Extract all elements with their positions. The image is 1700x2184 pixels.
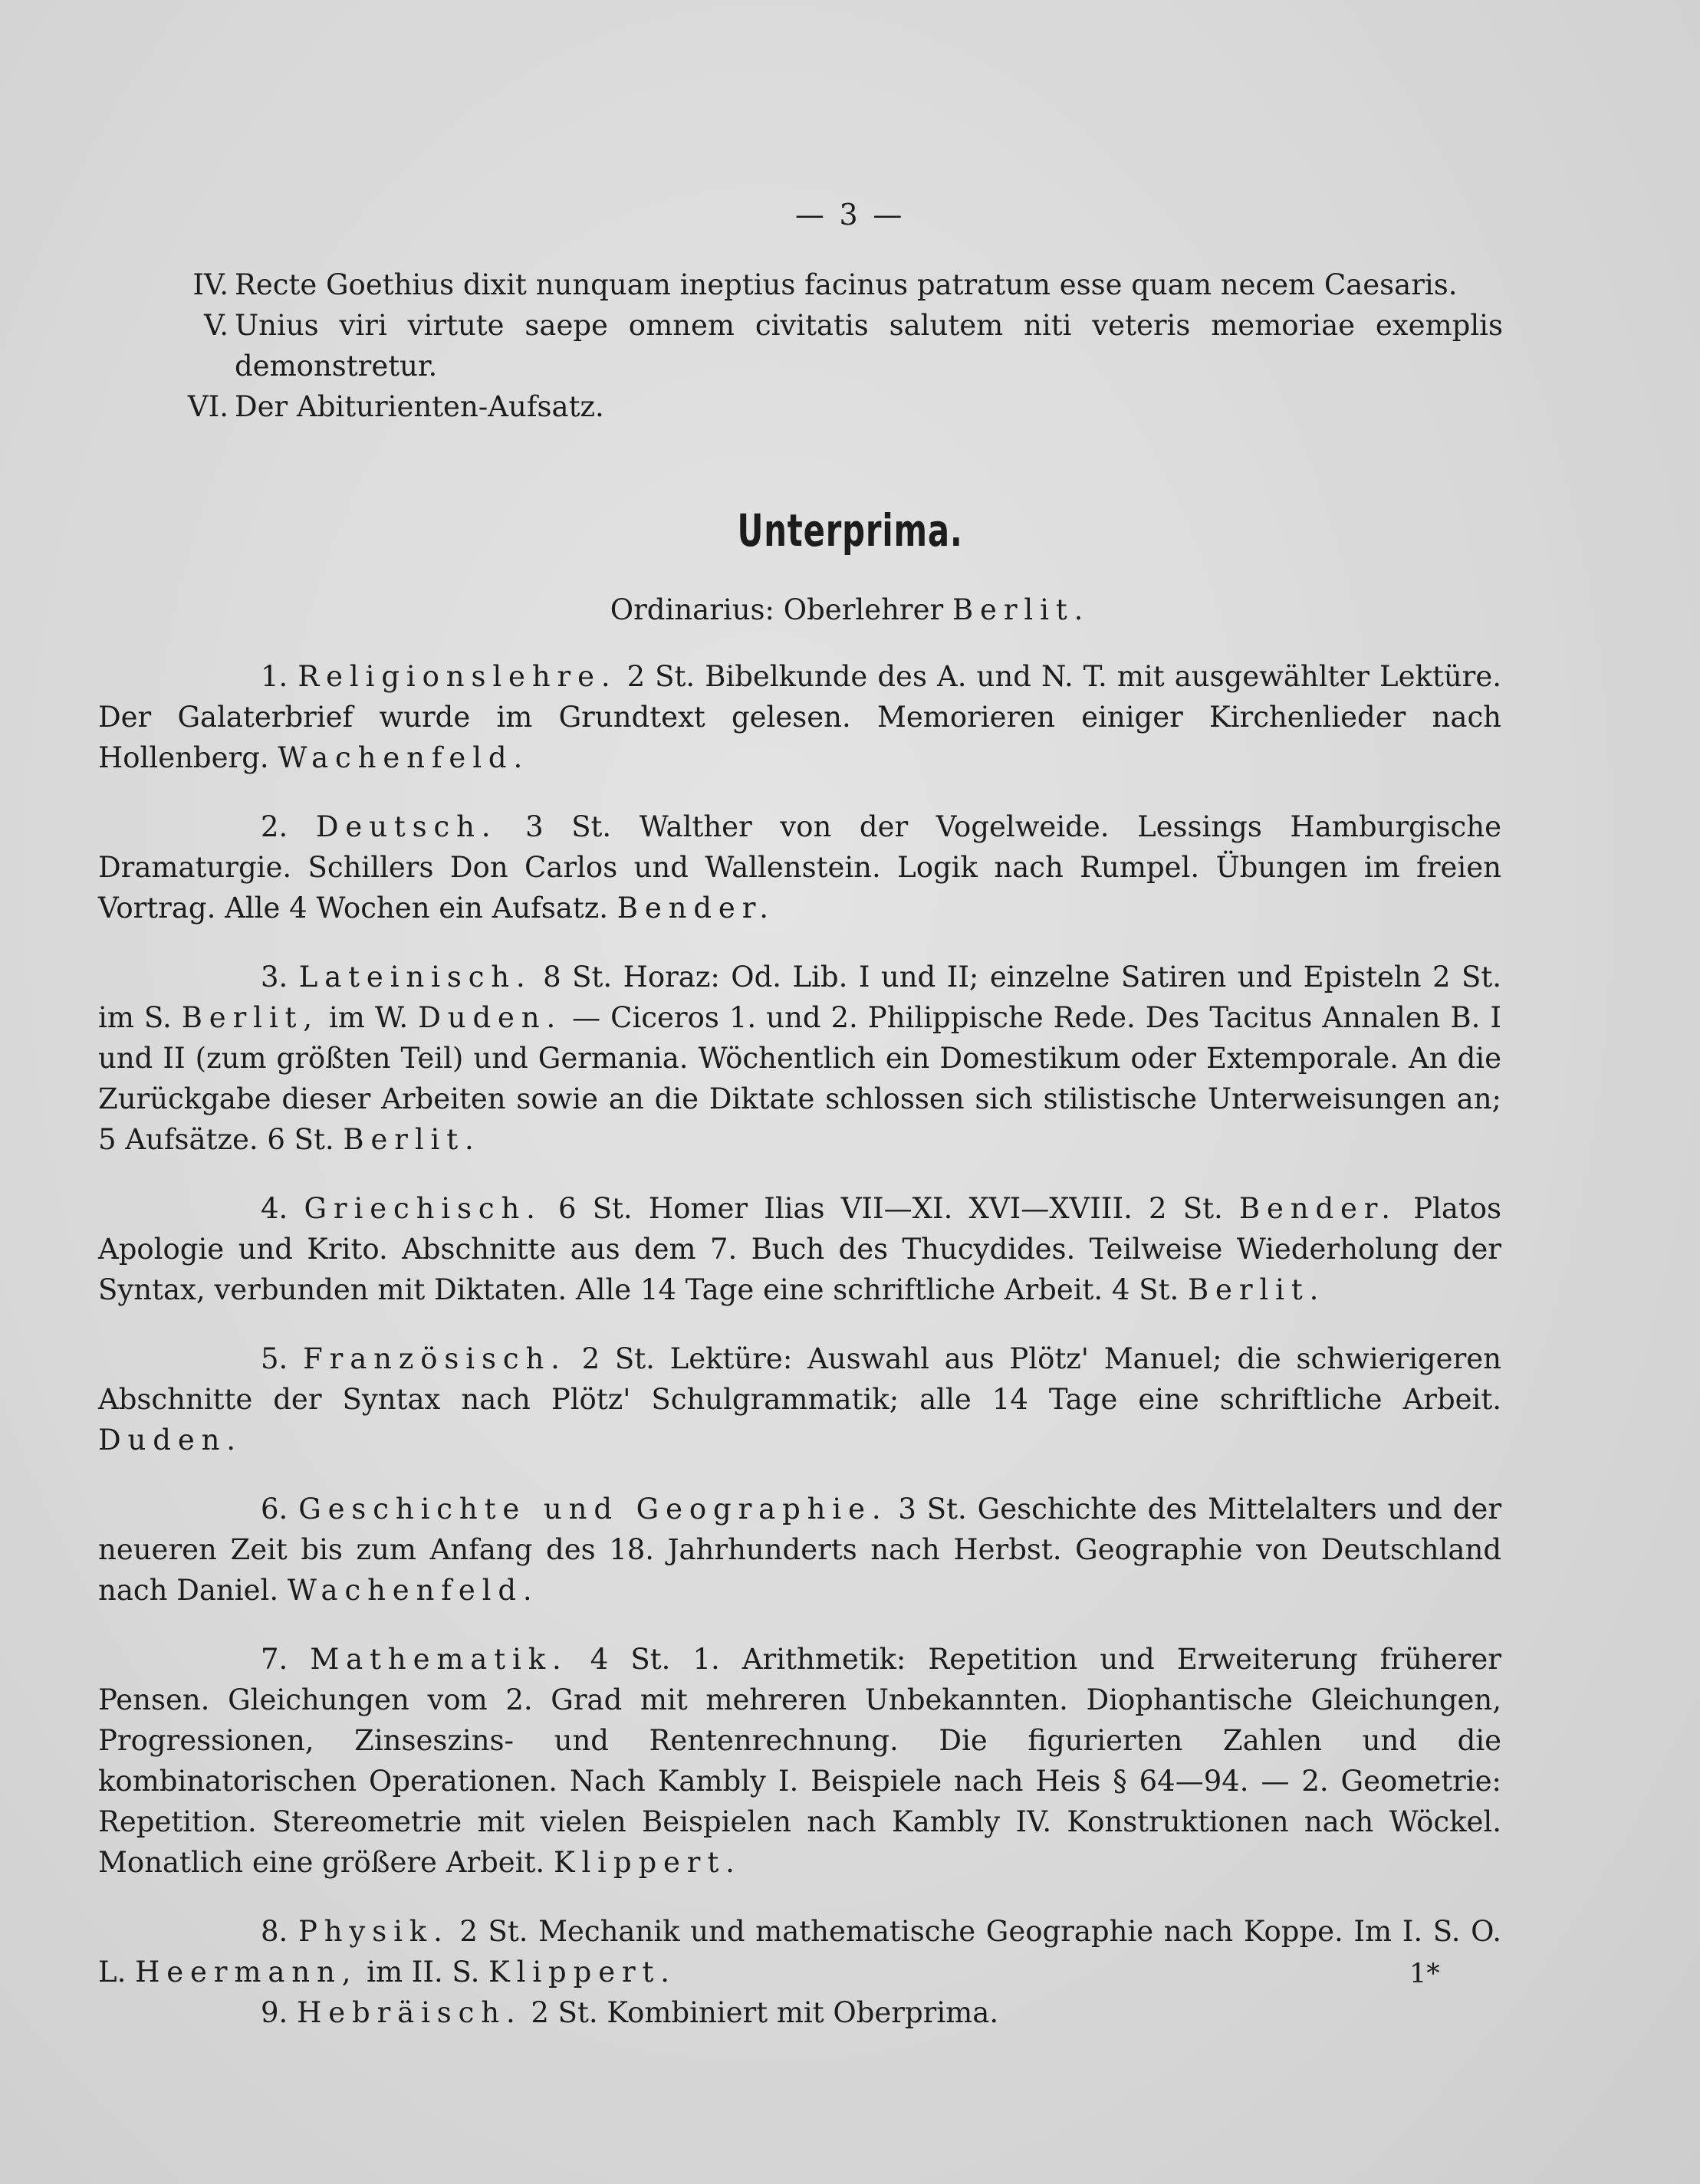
teacher-name: Bender.	[617, 892, 775, 925]
subject-list	[98, 656, 1501, 2050]
subject-text: 4 St. 1. Arithmetik: Repetition und Erweiterung früherer Pensen. Gleichungen vom 2. Grad mit mehreren Unbekannten. Diophantische Gleichungen, Progressionen, Zinseszins- und Rentenrechnung. Die figurierten Zahlen und die kombinatorischen Operationen. Nach Kambly I. Beispiele nach Heis § 64—94. — 2. Geometrie: Repetition. Stereometrie mit vielen Beispielen nach Kambly IV. Konstruktionen nach Wöckel. Monatlich eine größere Arbeit.	[98, 1643, 1501, 1879]
subject-number: 1.	[261, 660, 288, 693]
page-number: — 3 —	[794, 198, 906, 232]
ordinarius-line	[0, 593, 1700, 626]
subject-text: 2 St. Mechanik und mathematische Geographie nach Koppe. Im I. S. O. L.	[98, 1915, 1502, 1989]
subject-number: 7.	[261, 1643, 288, 1676]
teacher-name: Duden.	[418, 1001, 563, 1034]
subject-number: 6.	[261, 1493, 288, 1526]
essay-themes-list	[161, 264, 1503, 427]
subject-paragraph	[98, 656, 1501, 778]
subject-number: 3.	[261, 961, 288, 993]
subject-name: Mathematik.	[310, 1643, 568, 1676]
subject-text: im II. S.	[367, 1956, 480, 1989]
ordinarius-label: Ordinarius: Oberlehrer	[610, 593, 944, 626]
subject-paragraph	[98, 806, 1501, 928]
subject-number: 4.	[261, 1192, 288, 1225]
list-item-number: V.	[203, 309, 229, 342]
subject-name: Deutsch.	[315, 810, 498, 843]
subject-name: Physik.	[298, 1915, 449, 1948]
subject-number: 2.	[261, 810, 288, 843]
teacher-name: Bender.	[1238, 1192, 1397, 1225]
subject-paragraph	[98, 1489, 1501, 1611]
teacher-name: Berlit,	[181, 1001, 319, 1034]
subject-name: Hebräisch.	[297, 1996, 522, 2029]
subject-text: Platos Apologie und Krito. Abschnitte aus dem 7. Buch des Thucydides. Teilweise Wiederholung der Syntax, verbunden mit Diktaten. Alle 14 Tage eine schriftliche Arbeit. 4 St.	[98, 1192, 1502, 1306]
subject-name: Lateinisch.	[298, 961, 532, 993]
teacher-name: Berlit.	[1187, 1273, 1326, 1306]
teacher-name: Duden.	[98, 1424, 242, 1457]
subject-number: 8.	[261, 1915, 288, 1948]
subject-text: — Ciceros 1. und 2. Philippische Rede. Des Tacitus Annalen B. I und II (zum größten Teil) und Germania. Wöchentlich ein Domestikum oder Extemporale. An die Zurückgabe dieser Arbeiten sowie an die Diktate schlossen sich stilistische Unterweisungen an; 5 Aufsätze. 6 St.	[98, 1001, 1501, 1156]
subject-paragraph	[98, 1338, 1501, 1460]
list-item-text: Der Abiturienten-Aufsatz.	[235, 390, 604, 423]
list-item	[161, 386, 1503, 427]
teacher-name: Heermann,	[135, 1956, 358, 1989]
teacher-name: Klippert.	[488, 1956, 676, 1989]
subject-paragraph	[98, 1639, 1501, 1883]
list-item-number: VI.	[187, 390, 229, 423]
subject-text: im W.	[328, 1001, 409, 1034]
signature-mark: 1*	[1409, 1959, 1440, 1989]
subject-paragraph	[98, 1911, 1501, 1992]
teacher-name: Klippert.	[553, 1846, 741, 1879]
list-item	[161, 264, 1503, 305]
subject-number: 5.	[261, 1342, 288, 1375]
subject-paragraph	[98, 1188, 1501, 1310]
subject-name: Französisch.	[303, 1342, 567, 1375]
subject-text: 2 St. Bibelkunde des A. und N. T. mit ausgewählter Lektüre. Der Galaterbrief wurde im Grundtext gelesen. Memorieren einiger Kirchenlieder nach Hollenberg.	[98, 660, 1501, 774]
subject-text: 6 St. Homer Ilias VII—XI. XVI—XVIII. 2 St.	[558, 1192, 1223, 1225]
list-item-number: IV.	[192, 268, 229, 301]
section-title: Unterprima.	[737, 504, 963, 557]
subject-text: 2 St. Lektüre: Auswahl aus Plötz' Manuel; die schwierigeren Abschnitte der Syntax nach Plötz' Schulgrammatik; alle 14 Tage eine schriftliche Arbeit.	[98, 1342, 1501, 1416]
subject-text: 8 St. Horaz: Od. Lib. I und II; einzelne Satiren und Episteln 2 St. im S.	[98, 961, 1501, 1034]
subject-name: Griechisch.	[304, 1192, 542, 1225]
teacher-name: Berlit.	[343, 1123, 481, 1156]
ordinarius-name: Berlit.	[952, 593, 1090, 626]
list-item-text: Recte Goethius dixit nunquam ineptius facinus patratum esse quam necem Caesaris.	[235, 268, 1458, 301]
subject-paragraph	[98, 957, 1501, 1160]
list-item-text: Unius viri virtute saepe omnem civitatis salutem niti veteris memoriae exemplis demonstretur.	[235, 309, 1503, 383]
subject-number: 9.	[261, 1996, 288, 2029]
teacher-name: Wachenfeld.	[278, 741, 530, 774]
subject-name: Religionslehre.	[298, 660, 617, 693]
subject-text: 2 St. Kombiniert mit Oberprima.	[531, 1996, 999, 2029]
teacher-name: Wachenfeld.	[287, 1574, 539, 1607]
list-item	[161, 305, 1503, 386]
subject-name: Geschichte und Geographie.	[298, 1493, 888, 1526]
subject-text: 3 St. Walther von der Vogelweide. Lessings Hamburgische Dramaturgie. Schillers Don Carlos und Wallenstein. Logik nach Rumpel. Übungen im freien Vortrag. Alle 4 Wochen ein Aufsatz.	[98, 810, 1501, 925]
subject-paragraph	[98, 1992, 1501, 2033]
subject-text: 3 St. Geschichte des Mittelalters und der neueren Zeit bis zum Anfang des 18. Jahrhunderts nach Herbst. Geographie von Deutschland nach Daniel.	[98, 1493, 1502, 1607]
